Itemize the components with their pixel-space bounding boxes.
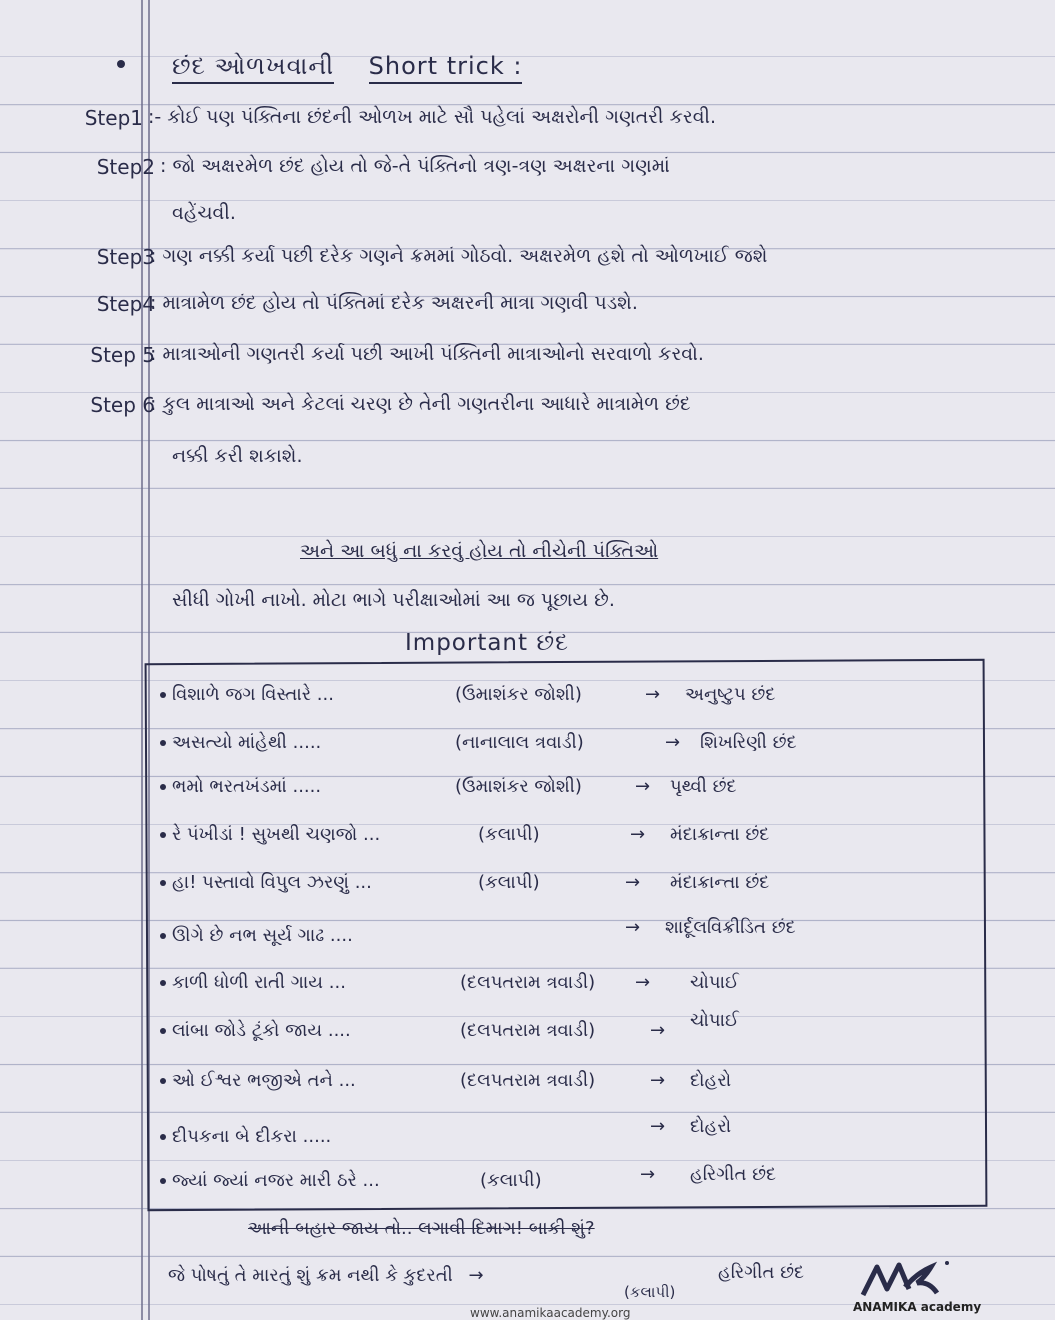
bullet [160,692,166,698]
arrow-icon: → [665,732,681,753]
list-item [160,1164,777,1191]
note-line-1: અને આ બધું ના કરવું હોય તો નીચેની પંક્તિઓ [300,540,659,562]
arrow-icon: → [650,1116,666,1137]
arrow-icon: → [630,824,646,845]
poet: (દલપતરામ ત્રવાડી) [460,1020,596,1041]
bullet [160,980,166,986]
step-text: : ગણ નક્કી કર્યા પછી દરેક ગણને ક્રમમાં ગોઠવો. અક્ષરમેળ હશે તો ઓળખાઈ જશે [150,245,768,267]
poem-line: લાંબા જોડે ટૂંકો જાય .... [172,1020,351,1041]
arrow-icon: → [625,872,641,893]
poet: (ઉમાશંકર જોશી) [455,776,582,797]
poet: (દલપતરામ ત્રવાડી) [460,972,596,993]
meter-name: અનુષ્ટુપ છંદ [685,684,776,705]
poet: (કલાપી) [478,872,540,893]
list-item [160,684,776,705]
meter-name: શાર્દૂલવિક્રીડિત છંદ [665,917,796,938]
meter-name: મંદાક્રાન્તા છંદ [670,872,770,893]
bullet [160,832,166,838]
meter-name: ચોપાઈ [690,1010,739,1031]
meter-name: દોહરો [690,1116,732,1137]
arrow-icon: → [625,917,641,938]
step-text: : કુલ માત્રાઓ અને કેટલાં ચરણ છે તેની ગણતરીના આધારે માત્રામેળ છંદ [150,393,691,415]
step-label: Step2 [96,155,155,179]
list-item [160,1116,732,1147]
poet: (કલાપી) [480,1170,542,1191]
poem-line: દીપકના બે દીકરા ..... [172,1126,332,1147]
meter-name: ચોપાઈ [690,972,739,993]
meter-name: પૃથ્વી છંદ [670,776,737,797]
list-item [160,732,797,753]
bullet [160,784,166,790]
arrow-icon: → [635,776,651,797]
list-item [160,972,739,993]
list-item [160,1010,739,1041]
arrow-icon: → [640,1164,656,1185]
website-url: www.anamikaacademy.org [470,1306,631,1320]
meter-name: શિખરિણી છંદ [700,732,797,753]
step-6-continued: નક્કી કરી શકાશે. [172,445,303,467]
meter-name: હરિગીત છંદ [690,1164,777,1185]
poem-line: હા! પસ્તાવો વિપુલ ઝરણું ... [172,872,372,893]
step-text: :- કોઈ પણ પંક્તિના છંદની ઓળખ માટે સૌ પહેલાં અક્ષરોની ગણતરી કરવી. [148,106,717,128]
list-item [160,1070,732,1091]
margin-line [141,0,143,1320]
poem-line: જ્યાં જ્યાં નજર મારી ઠરે ... [172,1170,380,1191]
heading-gujarati: છંદ ઓળખવાની [172,52,334,84]
heading-english: Short trick : [369,52,523,84]
poet: (કલાપી) [624,1283,676,1301]
meter-name: હરિગીત છંદ [718,1262,805,1283]
arrow-icon: → [635,972,651,993]
poem-line: કાળી ધોળી રાતી ગાય ... [172,972,346,993]
arrow-icon: → [468,1265,484,1286]
strikethrough-note: આની બહાર જાય તો.. લગાવી દિમાગ! બાકી શું? [248,1218,595,1239]
step-label: Step 6 [90,393,155,417]
poem-line: ઊગે છે નભ સૂર્ય ગાઢ .... [172,925,353,946]
list-item [160,872,770,893]
bullet [117,60,125,68]
poem-line: રે પંખીડાં ! સુખથી ચણજો ... [172,824,381,845]
arrow-icon: → [650,1020,666,1041]
step-label: Step 5 [90,343,155,367]
bullet [160,933,166,939]
bullet [160,1134,166,1140]
poem-line: ભમો ભરતખંડમાં ..... [172,776,322,797]
step-text: : જો અક્ષરમેળ છંદ હોય તો જે-તે પંક્તિનો ત્રણ-ત્રણ અક્ષરના ગણમાં [160,155,670,177]
poet: (દલપતરામ ત્રવાડી) [460,1070,596,1091]
step-label: Step1 [84,106,143,130]
step-2-continued: વહેંચવી. [172,202,236,224]
list-item [160,824,770,845]
important-title: Important છંદ [405,630,569,656]
poet: (નાનાલાલ ત્રવાડી) [455,732,584,753]
step-label: Step4 [96,292,155,316]
bullet [160,740,166,746]
meter-name: મંદાક્રાન્તા છંદ [670,824,770,845]
list-item [160,776,737,797]
step-text: : માત્રામેળ છંદ હોય તો પંક્તિમાં દરેક અક્ષરની માત્રા ગણવી પડશે. [150,292,638,314]
list-item [160,917,796,946]
bullet [160,1178,166,1184]
poem-line: વિશાળે જગ વિસ્તારે ... [172,684,334,705]
bullet [160,880,166,886]
poet: (ઉમાશંકર જોશી) [455,684,582,705]
bullet [160,1078,166,1084]
step-label: Step3 [96,245,155,269]
arrow-icon: → [645,684,661,705]
arrow-icon: → [650,1070,666,1091]
poem-line: ઓ ઈશ્વર ભજીએ તને ... [172,1070,356,1091]
final-line [168,1265,676,1301]
poem-line: જે પોષતું તે મારતું શું ક્રમ નથી કે કુદરતી [168,1265,453,1286]
step-text: : માત્રાઓની ગણતરી કર્યા પછી આખી પંક્તિની માત્રાઓનો સરવાળો કરવો. [150,343,704,365]
bullet [160,1028,166,1034]
meter-name: દોહરો [690,1070,732,1091]
poem-line: અસત્યો માંહેથી ..... [172,732,322,753]
page-heading [172,52,522,84]
logo-text: ANAMIKA academy [853,1300,982,1314]
poet: (કલાપી) [478,824,540,845]
note-line-2: સીધી ગોખી નાખો. મોટા ભાગે પરીક્ષાઓમાં આ જ પૂછાય છે. [172,589,615,611]
